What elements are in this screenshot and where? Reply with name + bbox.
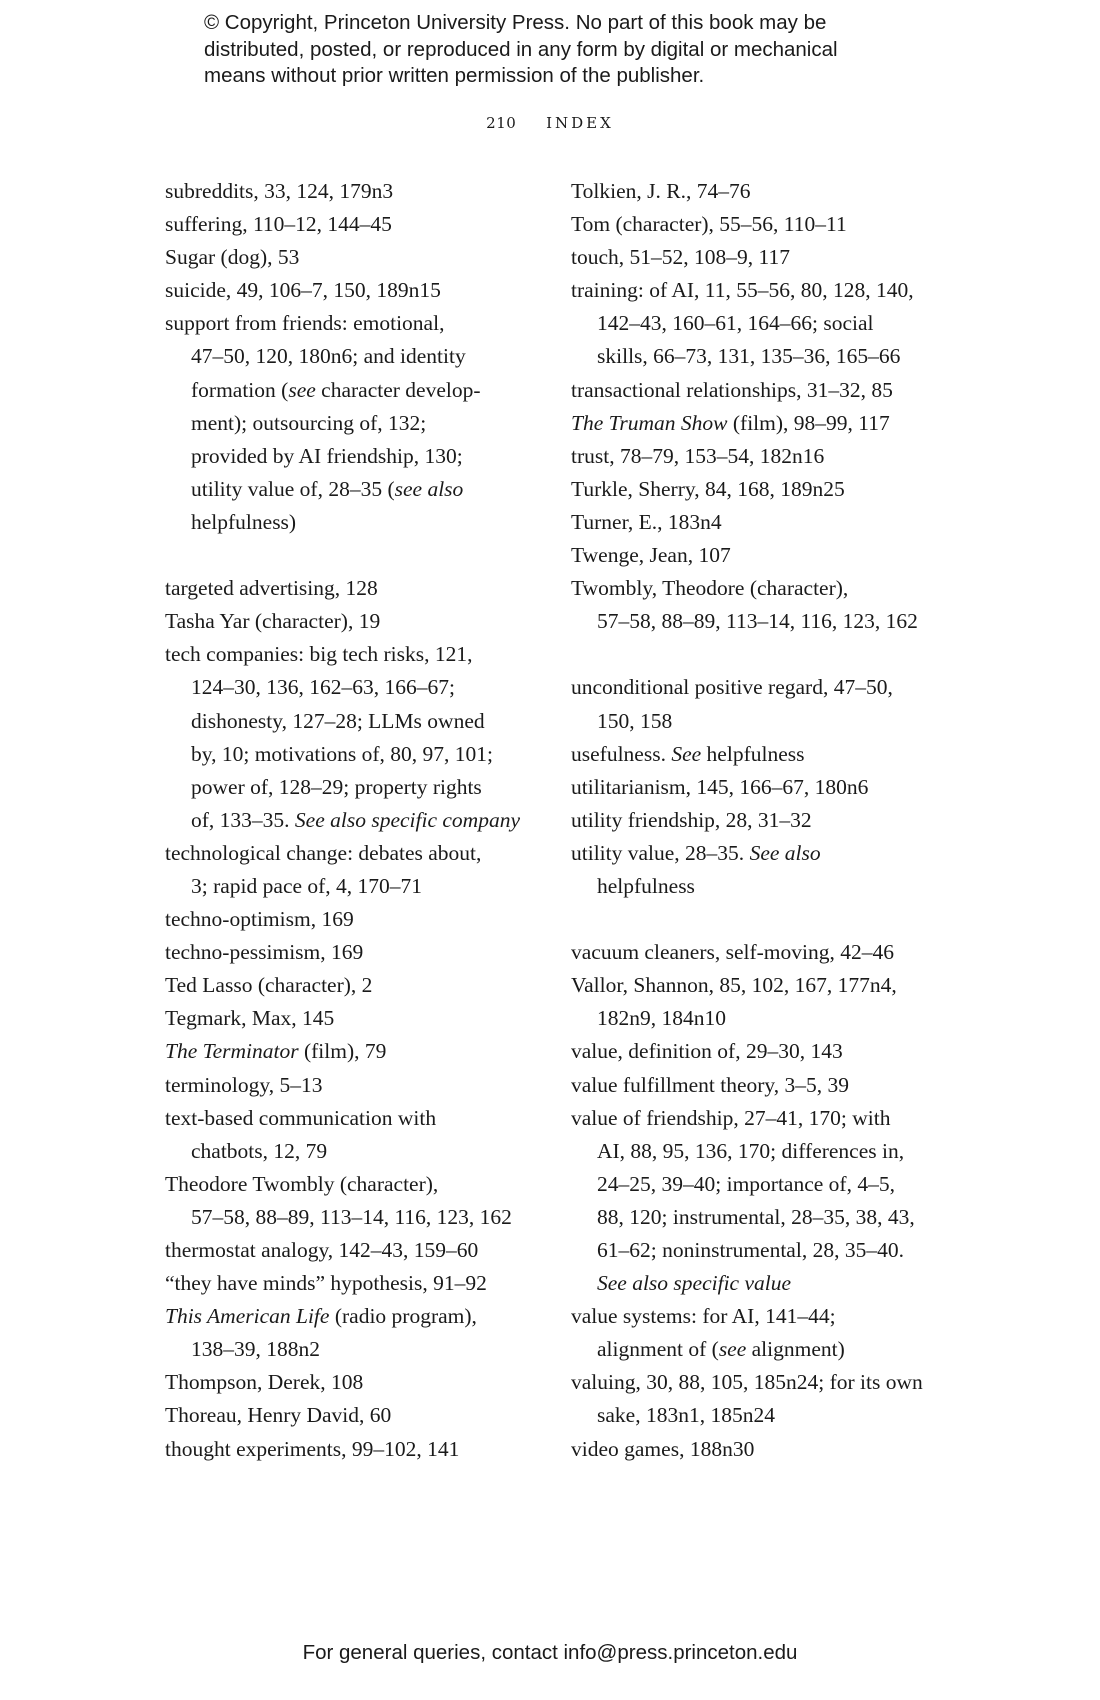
- entry-text: 142–43, 160–61, 164–66; social: [597, 311, 874, 336]
- letter-group-gap: [571, 903, 951, 936]
- index-entry-line: [571, 1069, 951, 1102]
- index-entry-continuation: [165, 705, 535, 738]
- index-entry-line: [571, 241, 951, 274]
- entry-text: character develop-: [315, 377, 481, 402]
- index-entry: [571, 936, 951, 969]
- entry-text: Thoreau, Henry David, 60: [165, 1403, 392, 1428]
- entry-text: helpfulness: [701, 741, 805, 766]
- entry-text: suicide, 49, 106–7, 150, 189n15: [165, 278, 441, 303]
- entry-text: value of friendship, 27–41, 170; with: [571, 1105, 891, 1130]
- entry-text: Tasha Yar (character), 19: [165, 609, 381, 634]
- index-entry-line: [571, 1433, 951, 1466]
- copyright-line: © Copyright, Princeton University Press. No part of this book may be: [204, 11, 827, 34]
- entry-text: technological change: debates about,: [165, 840, 482, 865]
- index-entry: [571, 539, 951, 572]
- index-entry: [165, 208, 535, 241]
- index-entry: [165, 638, 535, 837]
- index-entry-line: [571, 671, 951, 704]
- index-entry-line: [165, 969, 535, 1002]
- entry-text: video games, 188n30: [571, 1436, 755, 1461]
- entry-text: utility value of, 28–35 (: [191, 476, 395, 501]
- index-entry-line: [571, 969, 951, 1002]
- entry-text: value, definition of, 29–30, 143: [571, 1039, 843, 1064]
- index-entry-line: [571, 837, 951, 870]
- index-entry-line: [165, 936, 535, 969]
- index-entry-line: [571, 473, 951, 506]
- index-entry: [571, 440, 951, 473]
- entry-text: subreddits, 33, 124, 179n3: [165, 179, 394, 203]
- index-entry: [165, 1069, 535, 1102]
- index-entry-continuation: [571, 1234, 951, 1267]
- entry-text: utility friendship, 28, 31–32: [571, 807, 812, 832]
- index-entry-line: [165, 208, 535, 241]
- index-entry-continuation: [165, 473, 535, 506]
- index-entry: [165, 936, 535, 969]
- index-entry: [571, 1102, 951, 1301]
- entry-text: text-based communication with: [165, 1105, 437, 1130]
- index-entry: [165, 605, 535, 638]
- index-entry-line: [571, 738, 951, 771]
- index-entry: [571, 473, 951, 506]
- entry-text: of, 133–35.: [191, 807, 295, 832]
- index-entry: [165, 572, 535, 605]
- entry-text: 138–39, 188n2: [191, 1337, 320, 1362]
- index-entry-continuation: [571, 1333, 951, 1366]
- index-entry-line: [571, 208, 951, 241]
- index-entry-continuation: [165, 870, 535, 903]
- entry-text: alignment of (: [597, 1337, 719, 1362]
- entry-text: training: of AI, 11, 55–56, 80, 128, 140,: [571, 278, 914, 303]
- index-entry: [571, 572, 951, 638]
- entry-text: power of, 128–29; property rights: [191, 774, 482, 799]
- entry-text: AI, 88, 95, 136, 170; differences in,: [597, 1138, 905, 1163]
- index-entry: [571, 175, 951, 208]
- entry-text: helpfulness: [597, 873, 695, 898]
- index-entry-continuation: [571, 1201, 951, 1234]
- entry-text: Vallor, Shannon, 85, 102, 167, 177n4,: [571, 973, 897, 998]
- index-entry: [165, 307, 535, 539]
- running-head: [0, 114, 1100, 132]
- index-entry-continuation: [571, 1135, 951, 1168]
- index-entry-continuation: [165, 1135, 535, 1168]
- entry-text: 182n9, 184n10: [597, 1006, 726, 1031]
- index-entry-continuation: [571, 705, 951, 738]
- index-entry: [571, 274, 951, 373]
- index-entry-continuation: [571, 1002, 951, 1035]
- entry-text: 47–50, 120, 180n6; and identity: [191, 344, 466, 369]
- entry-text: techno-pessimism, 169: [165, 940, 364, 965]
- index-entry: [165, 1234, 535, 1267]
- index-entry: [571, 738, 951, 771]
- entry-text: Turner, E., 183n4: [571, 509, 722, 534]
- entry-text: usefulness.: [571, 741, 672, 766]
- index-entry-line: [165, 837, 535, 870]
- index-entry: [165, 1168, 535, 1234]
- index-entry: [165, 1035, 535, 1068]
- index-entry: [165, 1267, 535, 1300]
- index-entry-line: [165, 1300, 535, 1333]
- index-entry-continuation: [571, 307, 951, 340]
- index-entry: [165, 1300, 535, 1366]
- index-entry-continuation: [571, 870, 951, 903]
- copyright-notice: [204, 10, 924, 90]
- entry-text: 24–25, 39–40; importance of, 4–5,: [597, 1171, 895, 1196]
- entry-text: Tegmark, Max, 145: [165, 1006, 335, 1031]
- index-entry-line: [165, 1035, 535, 1068]
- index-entry-line: [165, 638, 535, 671]
- index-entry: [165, 837, 535, 903]
- index-entry: [165, 1002, 535, 1035]
- entry-text: tech companies: big tech risks, 121,: [165, 642, 473, 667]
- entry-text: Twenge, Jean, 107: [571, 543, 731, 568]
- entry-text: by, 10; motivations of, 80, 97, 101;: [191, 741, 493, 766]
- index-entry-line: [571, 374, 951, 407]
- entry-text: skills, 66–73, 131, 135–36, 165–66: [597, 344, 901, 369]
- index-entry: [571, 506, 951, 539]
- entry-text: “they have minds” hypothesis, 91–92: [165, 1271, 487, 1296]
- index-entry-line: [165, 241, 535, 274]
- index-entry-line: [571, 274, 951, 307]
- index-entry: [165, 1433, 535, 1466]
- entry-text: see: [718, 1337, 747, 1362]
- entry-text: formation (: [191, 377, 289, 402]
- index-entry: [571, 407, 951, 440]
- index-entry-line: [571, 175, 951, 208]
- index-entry-line: [165, 1366, 535, 1399]
- index-entry-continuation: [571, 605, 951, 638]
- index-entry: [571, 804, 951, 837]
- index-entry: [571, 1366, 951, 1432]
- index-entry: [165, 241, 535, 274]
- section-title: INDEX: [546, 114, 614, 132]
- index-entry: [571, 1035, 951, 1068]
- entry-text: thermostat analogy, 142–43, 159–60: [165, 1238, 479, 1262]
- index-entry-line: [165, 572, 535, 605]
- entry-text: See also: [749, 840, 821, 865]
- index-entry-line: [571, 407, 951, 440]
- index-entry: [571, 208, 951, 241]
- entry-text: Turkle, Sherry, 84, 168, 189n25: [571, 476, 845, 501]
- index-entry-line: [571, 936, 951, 969]
- index-entry-line: [165, 605, 535, 638]
- index-entry-line: [165, 1267, 535, 1300]
- entry-text: 61–62; noninstrumental, 28, 35–40.: [597, 1238, 904, 1262]
- index-entry-continuation: [571, 1168, 951, 1201]
- entry-text: alignment): [746, 1337, 845, 1362]
- index-entry-continuation: [165, 1201, 535, 1234]
- entry-text: utility value, 28–35.: [571, 840, 750, 865]
- index-entry: [571, 837, 951, 903]
- index-entry-line: [165, 1433, 535, 1466]
- entry-text: 88, 120; instrumental, 28–35, 38, 43,: [597, 1204, 915, 1229]
- index-entry-line: [571, 1366, 951, 1399]
- index-entry-line: [571, 539, 951, 572]
- index-entry-line: [571, 506, 951, 539]
- index-entry-continuation: [165, 440, 535, 473]
- entry-text: 57–58, 88–89, 113–14, 116, 123, 162: [597, 609, 918, 634]
- index-column-left: [165, 175, 535, 1466]
- entry-text: Ted Lasso (character), 2: [165, 973, 373, 998]
- entry-text: Twombly, Theodore (character),: [571, 576, 849, 601]
- index-entry-continuation: [571, 340, 951, 373]
- entry-text: touch, 51–52, 108–9, 117: [571, 245, 790, 270]
- index-entry: [571, 1300, 951, 1366]
- index-entry: [165, 1366, 535, 1399]
- index-entry-line: [571, 804, 951, 837]
- index-entry-continuation: [165, 340, 535, 373]
- entry-text: Tom (character), 55–56, 110–11: [571, 212, 847, 237]
- index-entry-line: [165, 903, 535, 936]
- entry-text: targeted advertising, 128: [165, 576, 378, 601]
- index-entry: [165, 1399, 535, 1432]
- index-entry-line: [165, 1002, 535, 1035]
- entry-text: sake, 183n1, 185n24: [597, 1403, 775, 1428]
- index-entry: [165, 969, 535, 1002]
- entry-text: Thompson, Derek, 108: [165, 1370, 364, 1395]
- entry-text: 57–58, 88–89, 113–14, 116, 123, 162: [191, 1204, 512, 1229]
- entry-text: value fulfillment theory, 3–5, 39: [571, 1072, 850, 1097]
- index-entry: [571, 969, 951, 1035]
- entry-text: ment); outsourcing of, 132;: [191, 410, 427, 435]
- entry-text: unconditional positive regard, 47–50,: [571, 675, 893, 700]
- index-entry-line: [571, 572, 951, 605]
- entry-text: support from friends: emotional,: [165, 311, 445, 336]
- index-entry-continuation: [165, 771, 535, 804]
- entry-text: (radio program),: [329, 1304, 477, 1329]
- entry-text: suffering, 110–12, 144–45: [165, 212, 392, 237]
- index-entry-continuation: [571, 1267, 951, 1300]
- index-entry-continuation: [165, 671, 535, 704]
- index-entry: [571, 241, 951, 274]
- index-entry-continuation: [165, 804, 535, 837]
- index-entry: [165, 175, 535, 208]
- entry-text: trust, 78–79, 153–54, 182n16: [571, 443, 825, 468]
- entry-text: See also specific value: [597, 1271, 792, 1296]
- index-entry: [571, 671, 951, 737]
- entry-text: Theodore Twombly (character),: [165, 1171, 439, 1196]
- entry-text: 3; rapid pace of, 4, 170–71: [191, 873, 423, 898]
- index-entry-line: [165, 1399, 535, 1432]
- index-entry-line: [165, 274, 535, 307]
- index-entry-line: [165, 1168, 535, 1201]
- index-entry-line: [165, 1102, 535, 1135]
- entry-text: provided by AI friendship, 130;: [191, 443, 463, 468]
- letter-group-gap: [165, 539, 535, 572]
- entry-text: (film), 79: [298, 1039, 387, 1064]
- entry-text: terminology, 5–13: [165, 1072, 323, 1097]
- entry-text: see also: [394, 476, 464, 501]
- entry-text: Tolkien, J. R., 74–76: [571, 179, 751, 203]
- index-entry: [571, 1069, 951, 1102]
- entry-text: see: [288, 377, 316, 402]
- index-entry-line: [165, 1069, 535, 1102]
- copyright-line: means without prior written permission of the publisher.: [204, 64, 705, 87]
- entry-text: vacuum cleaners, self-moving, 42–46: [571, 940, 895, 965]
- footer-contact: For general queries, contact info@press.princeton.edu: [302, 1641, 798, 1664]
- entry-text: Sugar (dog), 53: [165, 245, 300, 270]
- entry-text: value systems: for AI, 141–44;: [571, 1304, 836, 1329]
- index-entry-line: [571, 1102, 951, 1135]
- entry-text: 150, 158: [597, 708, 673, 733]
- entry-text: chatbots, 12, 79: [191, 1138, 328, 1163]
- entry-text: The Terminator: [165, 1039, 299, 1064]
- index-entry-continuation: [165, 407, 535, 440]
- index-column-right: [571, 175, 951, 1466]
- index-entry-continuation: [571, 1399, 951, 1432]
- index-entry-continuation: [165, 374, 535, 407]
- index-entry-line: [571, 440, 951, 473]
- index-entry: [165, 1102, 535, 1168]
- page-number: 210: [486, 114, 517, 132]
- index-entry-line: [571, 1300, 951, 1333]
- copyright-line: distributed, posted, or reproduced in any form by digital or mechanical: [204, 37, 838, 61]
- index-entry-line: [571, 771, 951, 804]
- index-entry-line: [165, 175, 535, 208]
- index-entry: [165, 903, 535, 936]
- entry-text: The Truman Show: [571, 410, 728, 435]
- index-entry-line: [571, 1035, 951, 1068]
- index-entry: [571, 1433, 951, 1466]
- letter-group-gap: [571, 638, 951, 671]
- entry-text: 124–30, 136, 162–63, 166–67;: [191, 675, 455, 700]
- index-entry-line: [165, 1234, 535, 1267]
- entry-text: (film), 98–99, 117: [727, 410, 890, 435]
- index-entry-continuation: [165, 506, 535, 539]
- entry-text: helpfulness): [191, 509, 297, 534]
- index-entry-line: [165, 307, 535, 340]
- entry-text: thought experiments, 99–102, 141: [165, 1436, 460, 1461]
- entry-text: dishonesty, 127–28; LLMs owned: [191, 708, 485, 733]
- entry-text: transactional relationships, 31–32, 85: [571, 377, 893, 402]
- entry-text: techno-optimism, 169: [165, 907, 354, 932]
- entry-text: valuing, 30, 88, 105, 185n24; for its own: [571, 1370, 923, 1395]
- index-entry: [571, 374, 951, 407]
- entry-text: See: [671, 741, 702, 766]
- index-entry-continuation: [165, 738, 535, 771]
- entry-text: This American Life: [165, 1304, 330, 1329]
- entry-text: See also specific company: [294, 807, 520, 832]
- entry-text: utilitarianism, 145, 166–67, 180n6: [571, 774, 869, 799]
- index-entry: [165, 274, 535, 307]
- index-entry-continuation: [165, 1333, 535, 1366]
- index-entry: [571, 771, 951, 804]
